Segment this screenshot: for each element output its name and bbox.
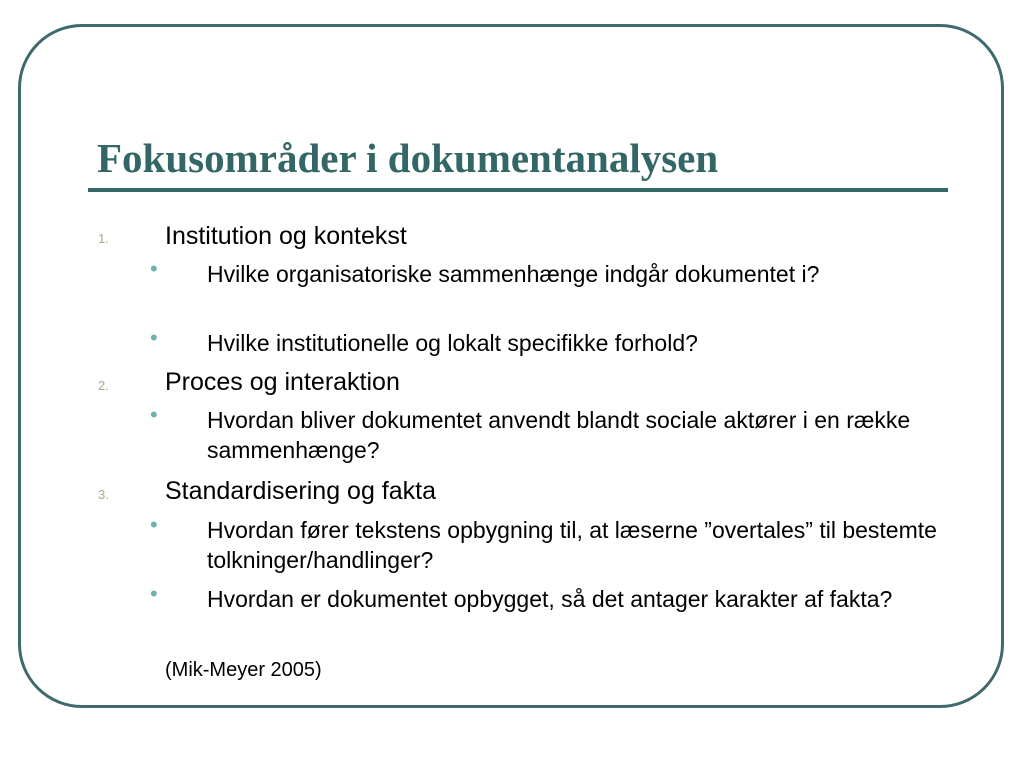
slide-title: Fokusområder i dokumentanalysen [97,135,719,181]
section-heading-2: Proces og interaktion [165,368,400,396]
bullet-item-2-1: Hvordan bliver dokumentet anvendt blandt sociale aktører i en række sammenhænge? [207,407,911,463]
bullet-icon: • [150,256,158,281]
bullet-icon: • [150,581,158,606]
citation: (Mik-Meyer 2005) [165,659,322,681]
bullet-icon: • [150,512,158,537]
bullet-icon: • [150,325,158,350]
section-number-3: 3. [98,487,109,502]
section-number-2: 2. [98,378,109,393]
bullet-item-1-2: Hvilke institutionelle og lokalt specifikke forhold? [207,330,698,356]
bullet-item-1-1: Hvilke organisatoriske sammenhænge indgår dokumentet i? [207,261,820,287]
bullet-item-3-1: Hvordan fører tekstens opbygning til, at læserne ”overtales” til bestemte tolkninger/handlinger? [207,517,937,573]
bullet-item-3-2: Hvordan er dokumentet opbygget, så det antager karakter af fakta? [207,586,893,612]
section-number-1: 1. [98,231,109,246]
section-heading-1: Institution og kontekst [165,222,407,250]
section-heading-3: Standardisering og fakta [165,477,437,505]
bullet-icon: • [150,402,158,427]
